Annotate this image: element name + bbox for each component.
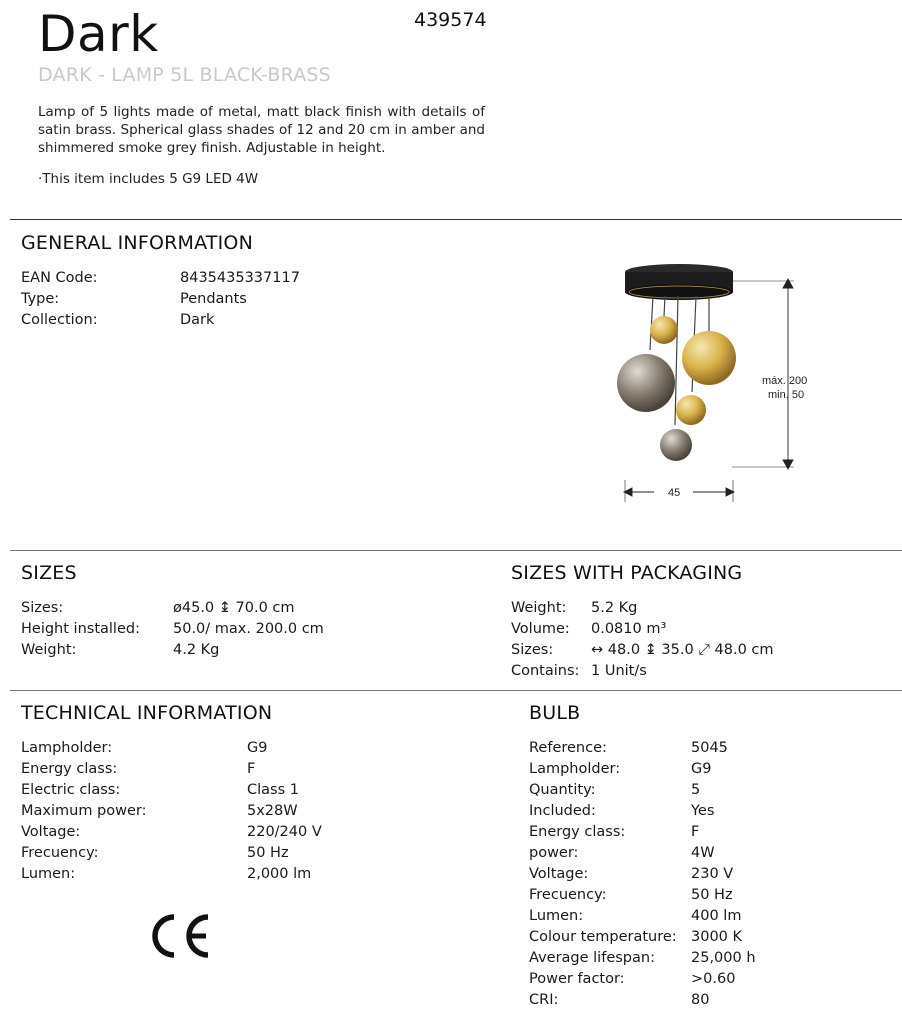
row-value: 5x28W xyxy=(247,803,298,819)
product-reference: 439574 xyxy=(414,9,487,31)
width-label: 45 xyxy=(668,487,681,499)
row-label: Contains: xyxy=(511,663,580,679)
row-label: Power factor: xyxy=(529,971,625,987)
row-label: Weight: xyxy=(21,642,77,658)
section-divider xyxy=(10,690,902,691)
row-label: Included: xyxy=(529,803,596,819)
row-label: Voltage: xyxy=(529,866,589,882)
table-row xyxy=(529,759,889,780)
max-height-label: máx. 200 xyxy=(762,375,808,387)
included-items-note: ·This item includes 5 G9 LED 4W xyxy=(38,171,259,187)
table-row xyxy=(529,822,889,843)
row-value: Dark xyxy=(180,312,215,328)
table-row xyxy=(529,738,889,759)
section-divider xyxy=(10,219,902,220)
row-label: Type: xyxy=(21,291,60,307)
general-information-heading: GENERAL INFORMATION xyxy=(21,232,253,254)
row-label: Quantity: xyxy=(529,782,596,798)
table-row xyxy=(529,885,889,906)
row-value: 4.2 Kg xyxy=(173,642,220,658)
row-label: Voltage: xyxy=(21,824,81,840)
section-divider xyxy=(10,550,902,551)
row-value: 400 lm xyxy=(691,908,742,924)
row-value: 5.2 Kg xyxy=(591,600,638,616)
row-label: Lumen: xyxy=(529,908,584,924)
row-value: ↔ 48.0 ↨ 35.0 ⤢ 48.0 cm xyxy=(591,642,774,658)
row-value: 2,000 lm xyxy=(247,866,312,882)
row-label: Collection: xyxy=(21,312,98,328)
table-row xyxy=(529,801,889,822)
table-row xyxy=(529,906,889,927)
sizes-heading: SIZES xyxy=(21,562,77,584)
row-value: Pendants xyxy=(180,291,247,307)
row-value: 5045 xyxy=(691,740,728,756)
row-value: 4W xyxy=(691,845,715,861)
height-dimension-line xyxy=(732,279,794,469)
table-row xyxy=(21,268,381,289)
table-row xyxy=(21,780,461,801)
row-label: Average lifespan: xyxy=(529,950,655,966)
table-row xyxy=(529,969,889,990)
row-label: CRI: xyxy=(529,992,559,1008)
row-label: Sizes: xyxy=(511,642,554,658)
table-row xyxy=(21,289,381,310)
lamp-dimension-drawing xyxy=(612,260,832,505)
sizes-table xyxy=(21,598,461,661)
min-height-label: min. 50 xyxy=(768,389,805,401)
medium-amber-globe xyxy=(676,395,706,425)
large-smoke-globe xyxy=(617,354,675,412)
row-label: Height installed: xyxy=(21,621,140,637)
table-row xyxy=(21,822,461,843)
table-row xyxy=(529,990,889,1011)
row-value: G9 xyxy=(691,761,712,777)
table-row xyxy=(511,619,881,640)
row-value: G9 xyxy=(247,740,268,756)
row-label: Energy class: xyxy=(21,761,118,777)
row-value: 0.0810 m³ xyxy=(591,621,667,637)
row-value: 220/240 V xyxy=(247,824,322,840)
technical-information-table xyxy=(21,738,461,885)
lamp-canopy xyxy=(625,264,733,300)
row-label: Frecuency: xyxy=(529,887,607,903)
bulb-table xyxy=(529,738,889,1011)
table-row xyxy=(21,864,461,885)
row-label: Reference: xyxy=(529,740,607,756)
row-value: 50 Hz xyxy=(247,845,289,861)
row-value: 50 Hz xyxy=(691,887,733,903)
row-label: Sizes: xyxy=(21,600,64,616)
row-value: 50.0/ max. 200.0 cm xyxy=(173,621,324,637)
row-label: Lampholder: xyxy=(21,740,113,756)
table-row xyxy=(529,927,889,948)
row-label: Electric class: xyxy=(21,782,121,798)
packaging-sizes-heading: SIZES WITH PACKAGING xyxy=(511,562,743,584)
row-value: 25,000 h xyxy=(691,950,756,966)
packaging-sizes-table xyxy=(511,598,881,682)
row-value: 230 V xyxy=(691,866,734,882)
table-row xyxy=(21,598,461,619)
row-label: Maximum power: xyxy=(21,803,147,819)
row-value: Class 1 xyxy=(247,782,299,798)
row-value: 5 xyxy=(691,782,701,798)
row-value: 3000 K xyxy=(691,929,743,945)
table-row xyxy=(21,640,461,661)
small-amber-globe xyxy=(650,316,678,344)
product-subtitle: DARK - LAMP 5L BLACK-BRASS xyxy=(38,64,331,86)
ce-mark-icon xyxy=(150,911,214,961)
product-title: Dark xyxy=(38,5,159,63)
row-label: Colour temperature: xyxy=(529,929,677,945)
row-label: Volume: xyxy=(511,621,570,637)
product-description: Lamp of 5 lights made of metal, matt black finish with details of satin brass. Spherical glass shades of 12 and 20 cm in amber and shimmered smoke grey finish. Adjustable in height. xyxy=(38,104,485,156)
row-value: >0.60 xyxy=(691,971,736,987)
table-row xyxy=(529,948,889,969)
row-label: Weight: xyxy=(511,600,567,616)
small-smoke-globe xyxy=(660,429,692,461)
large-amber-globe xyxy=(682,331,736,385)
row-value: Yes xyxy=(691,803,715,819)
row-label: power: xyxy=(529,845,579,861)
row-label: EAN Code: xyxy=(21,270,98,286)
table-row xyxy=(529,843,889,864)
row-label: Frecuency: xyxy=(21,845,99,861)
table-row xyxy=(21,759,461,780)
row-label: Lampholder: xyxy=(529,761,621,777)
row-label: Lumen: xyxy=(21,866,76,882)
table-row xyxy=(529,864,889,885)
general-information-table xyxy=(21,268,381,331)
technical-information-heading: TECHNICAL INFORMATION xyxy=(21,702,273,724)
table-row xyxy=(511,661,881,682)
table-row xyxy=(21,619,461,640)
row-value: F xyxy=(691,824,700,840)
row-value: ø45.0 ↨ 70.0 cm xyxy=(173,600,295,616)
row-value: 1 Unit/s xyxy=(591,663,647,679)
row-value: 8435435337117 xyxy=(180,270,300,286)
table-row xyxy=(21,310,381,331)
table-row xyxy=(511,598,881,619)
row-label: Energy class: xyxy=(529,824,626,840)
table-row xyxy=(21,843,461,864)
row-value: 80 xyxy=(691,992,710,1008)
table-row xyxy=(21,801,461,822)
table-row xyxy=(529,780,889,801)
bulb-heading: BULB xyxy=(529,702,581,724)
table-row xyxy=(511,640,881,661)
row-value: F xyxy=(247,761,256,777)
table-row xyxy=(21,738,461,759)
